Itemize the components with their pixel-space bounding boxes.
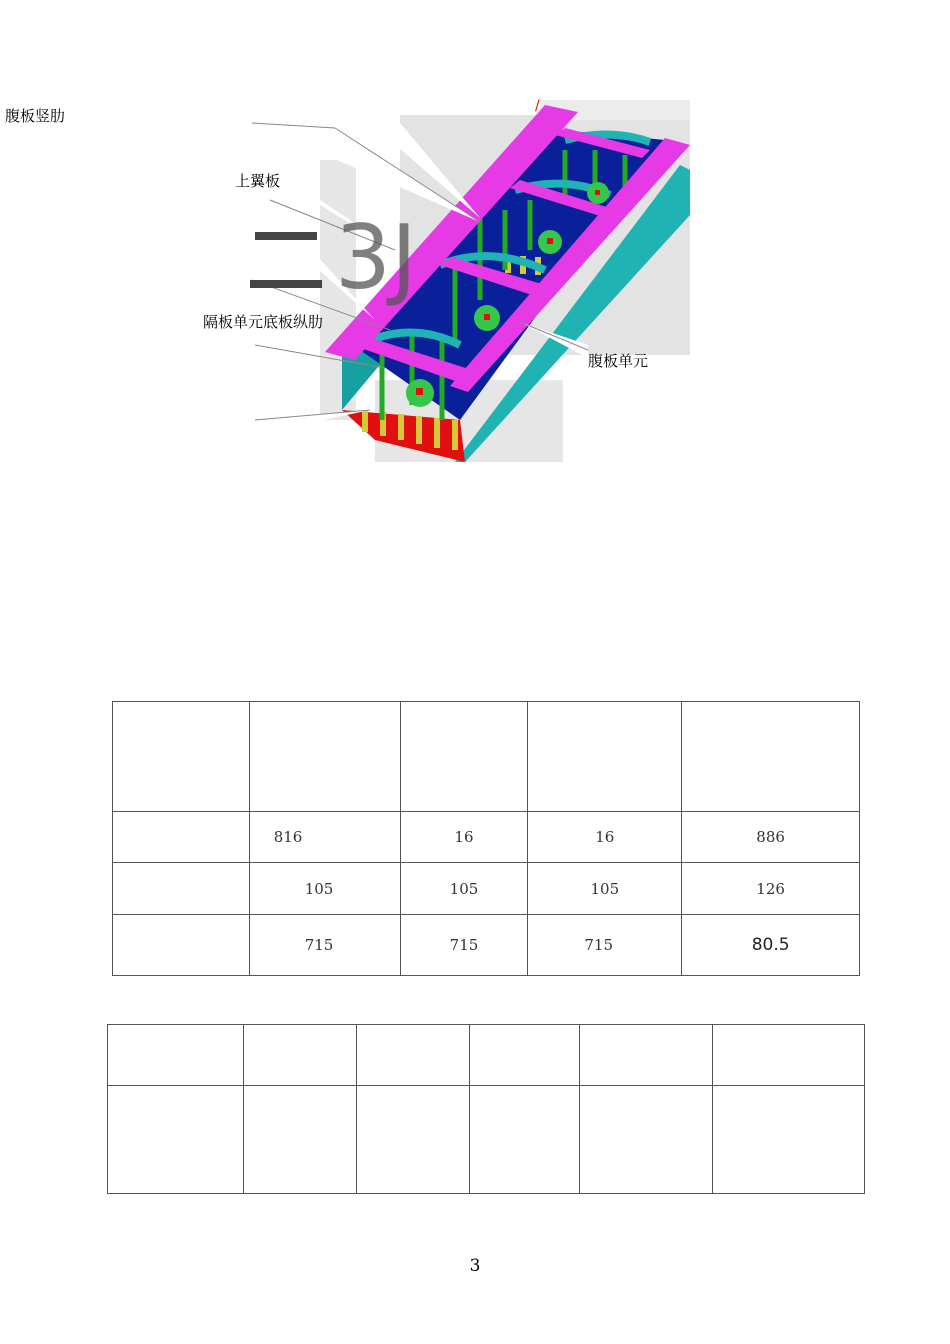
table-cell — [713, 1025, 865, 1086]
table-cell — [469, 1025, 580, 1086]
table-cell: 16 — [528, 812, 682, 863]
table-cell: 105 — [528, 863, 682, 915]
table-row — [113, 863, 860, 915]
table-cell — [682, 702, 860, 812]
table-cell: 16 — [400, 812, 528, 863]
svg-text:3J: 3J — [335, 206, 417, 309]
table-cell: 105 — [249, 863, 400, 915]
label-diaphragm-bottom-rib: 隔板单元底板纵肋 — [203, 313, 324, 331]
table-cell — [713, 1086, 865, 1194]
label-upper-flange: 上翼板 — [235, 172, 281, 190]
table-cell — [113, 915, 250, 976]
table-cell — [400, 702, 528, 812]
table-row — [113, 915, 860, 976]
table-row — [108, 1025, 865, 1086]
table-cell: 715 — [400, 915, 528, 976]
data-table-1 — [112, 701, 860, 976]
table-cell — [243, 1086, 356, 1194]
page-number: 3 — [469, 1256, 481, 1276]
table-cell — [580, 1086, 713, 1194]
table-cell — [113, 812, 250, 863]
table-cell: 80.5 — [682, 915, 860, 976]
table-cell: 105 — [400, 863, 528, 915]
table-cell — [243, 1025, 356, 1086]
table-cell: 715 — [249, 915, 400, 976]
table-row — [108, 1086, 865, 1194]
table-cell: 816 — [249, 812, 400, 863]
table-cell — [469, 1086, 580, 1194]
table-cell — [108, 1025, 244, 1086]
label-web-stiffener: 腹板竖肋 — [5, 107, 66, 125]
steel-box-girder-diagram — [0, 0, 950, 480]
table-cell: 715 — [528, 915, 682, 976]
table-cell — [108, 1086, 244, 1194]
table-cell — [113, 702, 250, 812]
table-row — [113, 812, 860, 863]
table-cell — [356, 1086, 469, 1194]
table-row — [113, 702, 860, 812]
svg-text:/: / — [535, 98, 540, 114]
table-cell — [356, 1025, 469, 1086]
table-cell: 886 — [682, 812, 860, 863]
table-cell — [528, 702, 682, 812]
table-cell: 126 — [682, 863, 860, 915]
table-cell — [249, 702, 400, 812]
table-cell — [113, 863, 250, 915]
data-table-2 — [107, 1024, 865, 1194]
table-cell — [580, 1025, 713, 1086]
label-web-unit: 腹板单元 — [588, 352, 649, 370]
